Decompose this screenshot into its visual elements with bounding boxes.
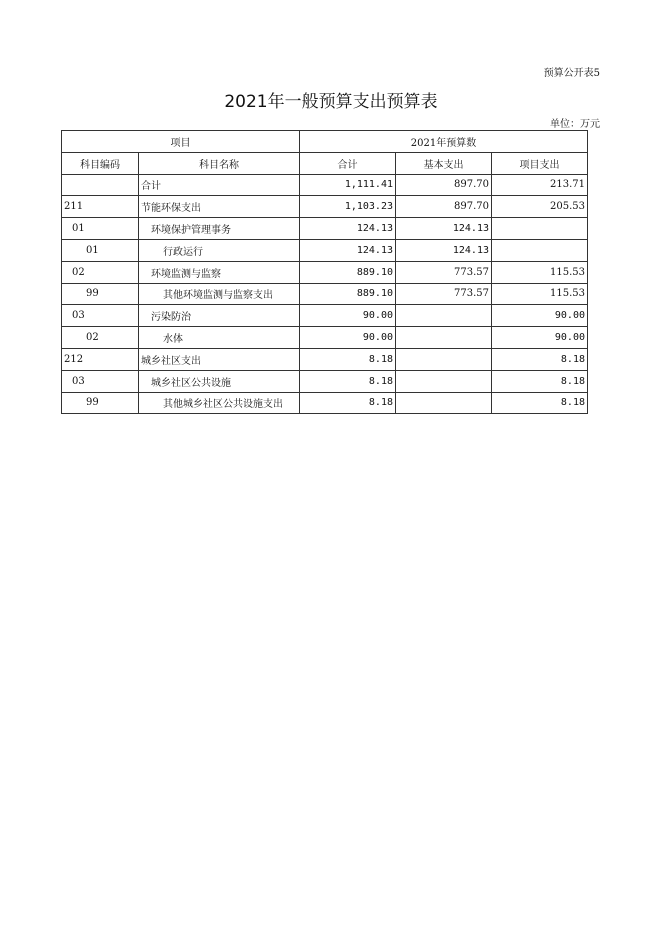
- row-project: [492, 239, 588, 261]
- row-basic: [396, 348, 492, 370]
- table-row: [62, 283, 588, 305]
- row-project: 115.53: [492, 283, 588, 305]
- row-project: 8.18: [492, 348, 588, 370]
- table-row: [62, 327, 588, 349]
- header-row-1: [62, 131, 588, 153]
- table-row: [62, 305, 588, 327]
- header-item: 项目: [62, 131, 300, 153]
- row-name: 水体: [139, 327, 300, 349]
- header-code: 科目编码: [62, 152, 139, 174]
- row-code: 99: [62, 392, 139, 414]
- row-code: 01: [62, 239, 139, 261]
- row-code: [62, 174, 139, 196]
- header-name: 科目名称: [139, 152, 300, 174]
- table-row: [62, 370, 588, 392]
- header-basic: 基本支出: [396, 152, 492, 174]
- table-row: [62, 218, 588, 240]
- row-project: 90.00: [492, 327, 588, 349]
- row-project: 8.18: [492, 392, 588, 414]
- row-total: 8.18: [300, 370, 396, 392]
- header-row-2: [62, 152, 588, 174]
- row-code: 03: [62, 305, 139, 327]
- document-title: 2021年一般预算支出预算表: [224, 92, 438, 112]
- row-project: 90.00: [492, 305, 588, 327]
- row-name: 城乡社区支出: [139, 348, 300, 370]
- row-code: 212: [62, 348, 139, 370]
- row-project: 115.53: [492, 261, 588, 283]
- row-basic: 773.57: [396, 283, 492, 305]
- table-row: [62, 348, 588, 370]
- document-code: 预算公开表5: [543, 68, 600, 79]
- row-total: 1,111.41: [300, 174, 396, 196]
- row-project: 8.18: [492, 370, 588, 392]
- row-code: 02: [62, 327, 139, 349]
- row-name: 合计: [139, 174, 300, 196]
- table-row: [62, 196, 588, 218]
- row-basic: [396, 305, 492, 327]
- row-basic: 773.57: [396, 261, 492, 283]
- row-basic: [396, 327, 492, 349]
- row-total: 124.13: [300, 239, 396, 261]
- row-code: 03: [62, 370, 139, 392]
- row-total: 8.18: [300, 392, 396, 414]
- row-code: 99: [62, 283, 139, 305]
- row-name: 其他环境监测与监察支出: [139, 283, 300, 305]
- row-name: 环境监测与监察: [139, 261, 300, 283]
- row-name: 城乡社区公共设施: [139, 370, 300, 392]
- row-name: 环境保护管理事务: [139, 218, 300, 240]
- row-project: 213.71: [492, 174, 588, 196]
- budget-table: [61, 130, 588, 414]
- row-basic: 897.70: [396, 196, 492, 218]
- unit-label: 单位：万元: [550, 119, 600, 130]
- row-basic: 124.13: [396, 218, 492, 240]
- row-total: 1,103.23: [300, 196, 396, 218]
- row-total: 90.00: [300, 305, 396, 327]
- row-code: 211: [62, 196, 139, 218]
- row-name: 其他城乡社区公共设施支出: [139, 392, 300, 414]
- header-project: 项目支出: [492, 152, 588, 174]
- row-total: 90.00: [300, 327, 396, 349]
- table-row: [62, 174, 588, 196]
- header-total: 合计: [300, 152, 396, 174]
- row-basic: [396, 392, 492, 414]
- row-code: 01: [62, 218, 139, 240]
- table-row: [62, 239, 588, 261]
- row-project: 205.53: [492, 196, 588, 218]
- row-name: 行政运行: [139, 239, 300, 261]
- header-budget-group: 2021年预算数: [300, 131, 588, 153]
- row-code: 02: [62, 261, 139, 283]
- row-name: 节能环保支出: [139, 196, 300, 218]
- row-total: 8.18: [300, 348, 396, 370]
- row-basic: [396, 370, 492, 392]
- table-row: [62, 261, 588, 283]
- row-basic: 124.13: [396, 239, 492, 261]
- row-name: 污染防治: [139, 305, 300, 327]
- table-row: [62, 392, 588, 414]
- row-project: [492, 218, 588, 240]
- row-total: 124.13: [300, 218, 396, 240]
- row-basic: 897.70: [396, 174, 492, 196]
- row-total: 889.10: [300, 283, 396, 305]
- row-total: 889.10: [300, 261, 396, 283]
